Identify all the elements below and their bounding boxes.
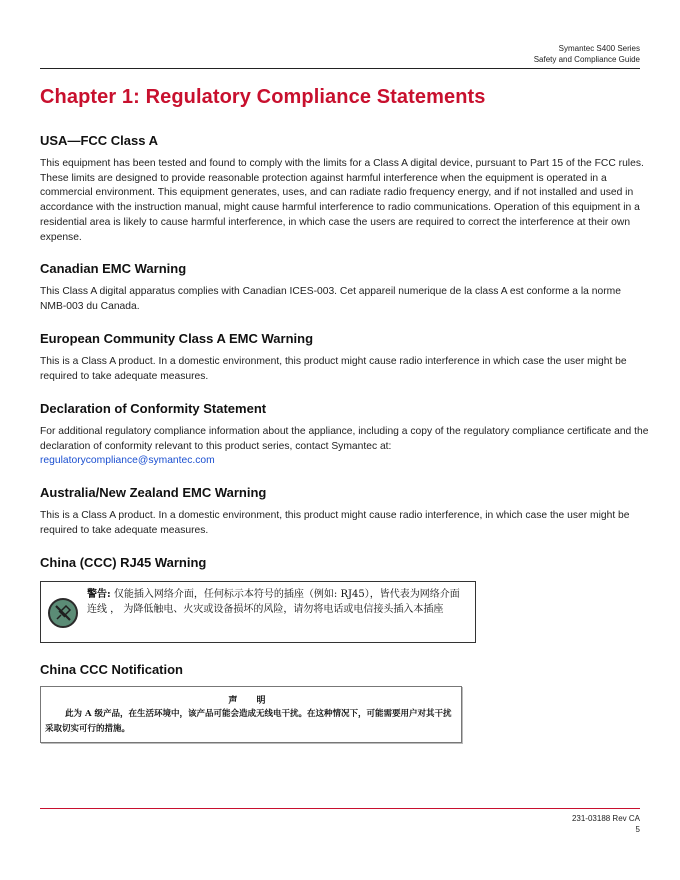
ccc-notice-text: 此为 A 级产品，在生活环境中，该产品可能会造成无线电干扰。在这种情况下，可能需要用户对其干扰采取切实可行的措施。 — [45, 709, 452, 734]
header-guide-title: Safety and Compliance Guide — [533, 55, 640, 64]
china-rj45-warning-box — [40, 581, 476, 643]
heading-declaration-of-conformity: Declaration of Conformity Statement — [40, 401, 267, 416]
para-fcc-class-a: This equipment has been tested and found to comply with the limits for a Class A digital device, pursuant to Part 15 of the FCC rules. These limits are designed to provide reasonable protection against harmful interference when the equipment is operated in a commercial environment. This equipment generates, uses, and can radiate radio frequency energy, and if not installed and used in accordance with the instruction manual, might cause harmful interference to radio communications. Operation of this equipment in a residential area is likely to cause harmful interference, in which case the users are required to correct the interference at their own expense. — [40, 158, 644, 243]
rj45-warning-text: 仅能插入网络介面，任何标示本符号的插座（例如: RJ45），皆代表为网络介面连线 ， 为降低触电、火灾或设备损坏的风险，请勿将电话或电信接头插入本插座 — [87, 589, 460, 615]
declaration-text: For additional regulatory compliance information about the appliance, including a copy of the regulatory compliance certificate and the declaration of conformity relevant to this product series, contact Symantec at: — [40, 426, 649, 452]
heading-australia-nz-emc: Australia/New Zealand EMC Warning — [40, 485, 267, 500]
rj45-warning-label: 警告: — [87, 589, 111, 600]
header-product-name: Symantec S400 Series — [558, 44, 640, 53]
page-header — [534, 43, 640, 65]
para-european-emc: This is a Class A product. In a domestic environment, this product might cause radio interference in which case the user might be required to take adequate measures. — [40, 356, 627, 382]
heading-china-ccc-notification: China CCC Notification — [40, 662, 183, 677]
chapter-title: Chapter 1: Regulatory Compliance Statements — [40, 86, 486, 108]
para-canadian-emc: This Class A digital apparatus complies with Canadian ICES-003. Cet appareil numerique de la class A est conforme a la norme NMB-003 du Canada. — [40, 286, 621, 312]
footer-rule — [40, 808, 640, 809]
header-rule — [40, 68, 640, 69]
china-ccc-notice-box — [40, 686, 462, 743]
document-number: 231-03188 Rev CA — [571, 814, 640, 823]
heading-china-rj45: China (CCC) RJ45 Warning — [40, 555, 207, 570]
heading-european-emc: European Community Class A EMC Warning — [40, 331, 314, 346]
heading-canadian-emc: Canadian EMC Warning — [40, 261, 187, 276]
para-declaration-of-conformity — [40, 425, 650, 469]
rj45-warning-text-block — [87, 587, 467, 617]
heading-fcc-class-a: USA—FCC Class A — [40, 133, 158, 148]
page-number: 5 — [635, 825, 640, 834]
compliance-email-link[interactable]: regulatorycompliance@symantec.com — [40, 455, 215, 467]
para-australia-nz-emc: This is a Class A product. In a domestic environment, this product might cause radio interference, in which case the user might be required to take adequate measures. — [40, 510, 630, 536]
page-footer — [572, 813, 640, 835]
ccc-notice-title: 声 明 — [228, 696, 274, 706]
rj45-warning-icon — [48, 598, 78, 628]
